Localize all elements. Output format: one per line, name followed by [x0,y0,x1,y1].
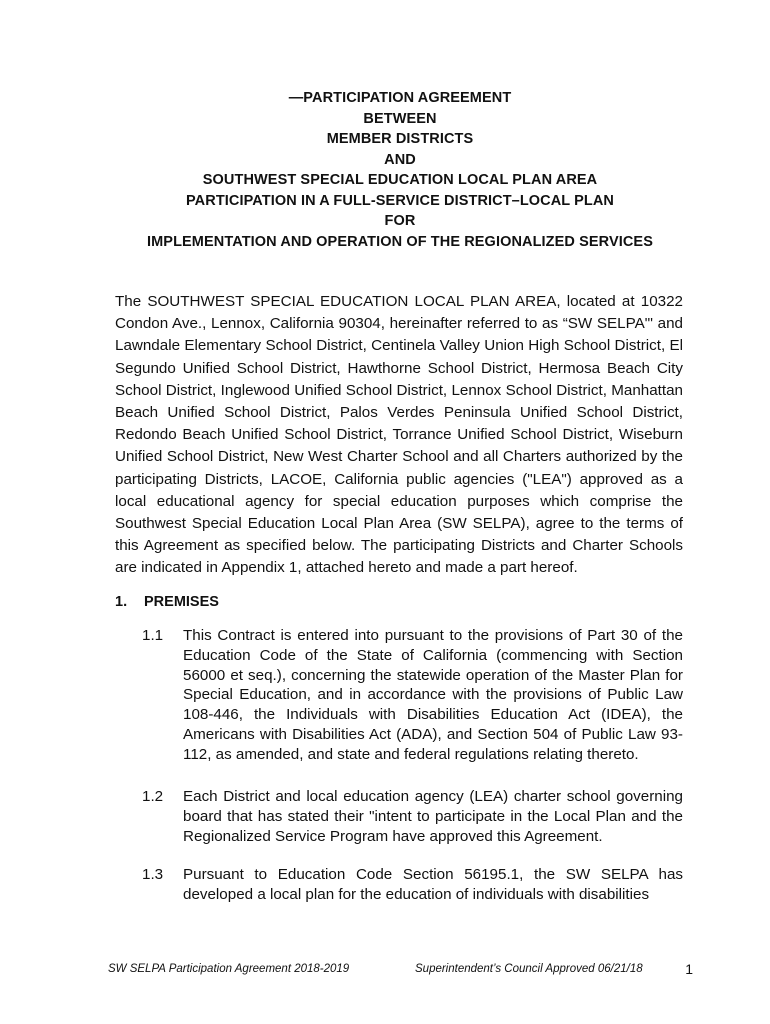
title-line: AND [384,151,416,168]
clause-text: Each District and local education agency (LEA) charter school governing board that has stated their "intent to participate in the Local Plan and the Regionalized Service Program have approved this Agreement. [183,788,683,845]
clause-1-2 [142,787,683,846]
title-line: MEMBER DISTRICTS [326,131,474,147]
clause-text: This Contract is entered into pursuant to the provisions of Part 30 of the Education Code of the State of California (commencing with Section 56000 et seq.), concerning the statewide operation of the Master Plan for Special Education, and in accordance with the provisions of Public Law 108-446, the Individuals with Disabilities Education Act (IDEA), the Americans with Disabilities Act (ADA), and Section 504 of Public Law 93-112, as amended, and state and federal regulations relating thereto. [183,627,683,763]
footer-approval-note: Superintendent’s Council Approved 06/21/18 [415,963,643,975]
clause-text: Pursuant to Education Code Section 56195.1, the SW SELPA has developed a local plan for the education of individuals with disabilities [183,866,683,903]
section-title: PREMISES [144,594,219,610]
title-line: IMPLEMENTATION AND OPERATION OF THE REGIONALIZED SERVICES [147,233,653,250]
clause-number: 1.2 [142,788,164,805]
title-line: SOUTHWEST SPECIAL EDUCATION LOCAL PLAN AREA [202,172,598,188]
intro-paragraph: The SOUTHWEST SPECIAL EDUCATION LOCAL PLAN AREA, located at 10322 Condon Ave., Lennox, California 90304, hereinafter referred to as “SW SELPA"' and Lawndale Elementary School District, Centinela Valley Union High School District, El Segundo Unified School District, Hawthorne School District, Hermosa Beach City School District, Inglewood Unified School District, Lennox School District, Manhattan Beach Unified School District, Palos Verdes Peninsula Unified School District, Redondo Beach Unified School District, Torrance Unified School District, Wiseburn Unified School District, New West Charter School and all Charters authorized by the participating Districts, LACOE, California public agencies ("LEA") approved as a local educational agency for special education purposes which comprise the Southwest Special Education Local Plan Area (SW SELPA), agree to the terms of this Agreement as specified below. The participating Districts and Charter Schools are indicated in Appendix 1, attached hereto and made a part hereof. [115,293,683,577]
clause-1-3 [142,865,683,905]
title-line: —PARTICIPATION AGREEMENT [288,90,512,106]
page-footer [108,962,693,982]
clause-number: 1.3 [142,866,164,883]
title-line: BETWEEN [363,110,437,127]
title-line: PARTICIPATION IN A FULL-SERVICE DISTRICT–LOCAL PLAN [185,192,615,209]
footer-document-name: SW SELPA Participation Agreement 2018-2019 [108,963,350,975]
clause-1-1 [142,626,683,765]
clause-number: 1.1 [142,627,164,644]
page-number: 1 [685,961,693,977]
document-title [100,88,700,252]
section-heading-premises [115,592,219,612]
section-number: 1. [115,594,128,610]
title-line: FOR [384,213,416,229]
